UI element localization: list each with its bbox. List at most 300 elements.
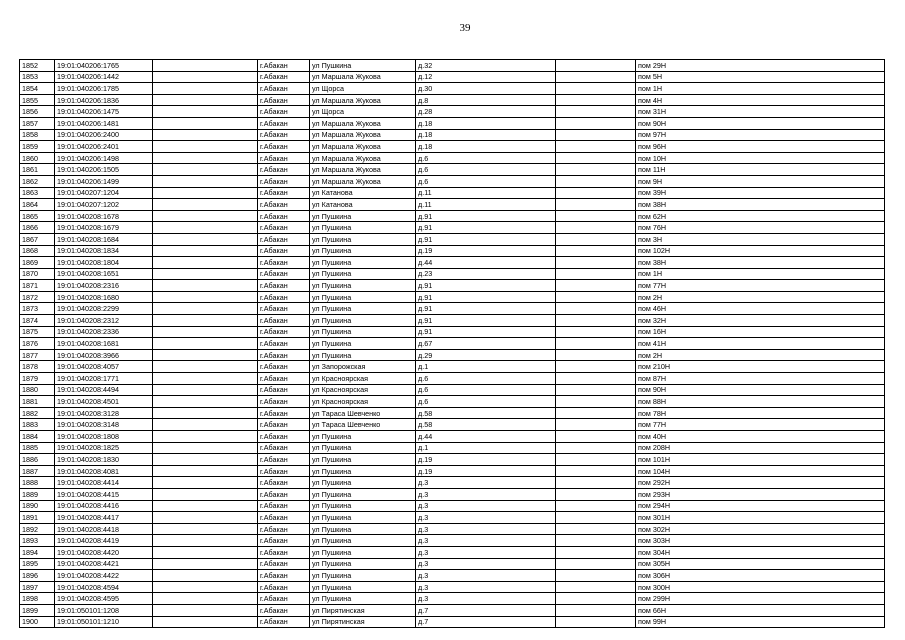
row-number-cell: 1894 bbox=[20, 546, 55, 558]
row-number-cell: 1866 bbox=[20, 222, 55, 234]
street-cell: ул Пушкина bbox=[310, 338, 416, 350]
table-row bbox=[20, 465, 885, 477]
house-cell: д.6 bbox=[416, 396, 556, 408]
premises-cell: пом 104Н bbox=[636, 465, 885, 477]
premises-cell: пом 304Н bbox=[636, 546, 885, 558]
premises-cell: пом 38Н bbox=[636, 257, 885, 269]
premises-cell: пом 305Н bbox=[636, 558, 885, 570]
premises-cell: пом 208Н bbox=[636, 442, 885, 454]
table-row bbox=[20, 71, 885, 83]
blank-cell bbox=[556, 349, 636, 361]
row-number-cell: 1886 bbox=[20, 454, 55, 466]
table-row bbox=[20, 442, 885, 454]
premises-cell: пом 292Н bbox=[636, 477, 885, 489]
row-number-cell: 1885 bbox=[20, 442, 55, 454]
blank-cell bbox=[153, 500, 258, 512]
blank-cell bbox=[153, 546, 258, 558]
premises-cell: пом 9Н bbox=[636, 175, 885, 187]
street-cell: ул Пушкина bbox=[310, 303, 416, 315]
street-cell: ул Пушкина bbox=[310, 442, 416, 454]
house-cell: д.3 bbox=[416, 523, 556, 535]
cadastral-number-cell: 19:01:040208:4422 bbox=[55, 570, 153, 582]
blank-cell bbox=[556, 199, 636, 211]
cadastral-number-cell: 19:01:040208:1808 bbox=[55, 431, 153, 443]
premises-cell: пом 16Н bbox=[636, 326, 885, 338]
house-cell: д.3 bbox=[416, 488, 556, 500]
city-cell: г.Абакан bbox=[258, 175, 310, 187]
row-number-cell: 1858 bbox=[20, 129, 55, 141]
premises-cell: пом 294Н bbox=[636, 500, 885, 512]
cadastral-number-cell: 19:01:040208:4595 bbox=[55, 593, 153, 605]
row-number-cell: 1856 bbox=[20, 106, 55, 118]
table-row bbox=[20, 361, 885, 373]
house-cell: д.3 bbox=[416, 581, 556, 593]
cadastral-number-cell: 19:01:040208:4494 bbox=[55, 384, 153, 396]
house-cell: д.30 bbox=[416, 83, 556, 95]
street-cell: ул Маршала Жукова bbox=[310, 129, 416, 141]
house-cell: д.28 bbox=[416, 106, 556, 118]
blank-cell bbox=[556, 210, 636, 222]
house-cell: д.6 bbox=[416, 384, 556, 396]
street-cell: ул Пушкина bbox=[310, 500, 416, 512]
blank-cell bbox=[153, 222, 258, 234]
blank-cell bbox=[153, 187, 258, 199]
street-cell: ул Пушкина bbox=[310, 465, 416, 477]
row-number-cell: 1880 bbox=[20, 384, 55, 396]
cadastral-number-cell: 19:01:040208:1681 bbox=[55, 338, 153, 350]
premises-cell: пом 40Н bbox=[636, 431, 885, 443]
table-row bbox=[20, 581, 885, 593]
blank-cell bbox=[556, 222, 636, 234]
premises-cell: пом 4Н bbox=[636, 94, 885, 106]
blank-cell bbox=[556, 396, 636, 408]
blank-cell bbox=[153, 373, 258, 385]
blank-cell bbox=[153, 71, 258, 83]
city-cell: г.Абакан bbox=[258, 268, 310, 280]
city-cell: г.Абакан bbox=[258, 106, 310, 118]
street-cell: ул Пушкина bbox=[310, 60, 416, 72]
city-cell: г.Абакан bbox=[258, 83, 310, 95]
blank-cell bbox=[153, 477, 258, 489]
table-row bbox=[20, 570, 885, 582]
cadastral-number-cell: 19:01:040208:3966 bbox=[55, 349, 153, 361]
cadastral-number-cell: 19:01:040208:4421 bbox=[55, 558, 153, 570]
street-cell: ул Катанова bbox=[310, 187, 416, 199]
street-cell: ул Пушкина bbox=[310, 210, 416, 222]
row-number-cell: 1874 bbox=[20, 315, 55, 327]
cadastral-number-cell: 19:01:040206:1499 bbox=[55, 175, 153, 187]
city-cell: г.Абакан bbox=[258, 349, 310, 361]
cadastral-number-cell: 19:01:040206:2401 bbox=[55, 141, 153, 153]
table-row bbox=[20, 338, 885, 350]
cadastral-number-cell: 19:01:050101:1208 bbox=[55, 604, 153, 616]
street-cell: ул Маршала Жукова bbox=[310, 152, 416, 164]
city-cell: г.Абакан bbox=[258, 454, 310, 466]
street-cell: ул Пушкина bbox=[310, 291, 416, 303]
premises-cell: пом 90Н bbox=[636, 117, 885, 129]
street-cell: ул Пушкина bbox=[310, 222, 416, 234]
street-cell: ул Маршала Жукова bbox=[310, 164, 416, 176]
cadastral-number-cell: 19:01:040206:1475 bbox=[55, 106, 153, 118]
table-row bbox=[20, 141, 885, 153]
city-cell: г.Абакан bbox=[258, 141, 310, 153]
cadastral-number-cell: 19:01:040208:4501 bbox=[55, 396, 153, 408]
house-cell: д.44 bbox=[416, 257, 556, 269]
blank-cell bbox=[556, 303, 636, 315]
row-number-cell: 1899 bbox=[20, 604, 55, 616]
row-number-cell: 1857 bbox=[20, 117, 55, 129]
blank-cell bbox=[556, 581, 636, 593]
street-cell: ул Запорожская bbox=[310, 361, 416, 373]
page-number: 39 bbox=[459, 22, 471, 34]
table-row bbox=[20, 210, 885, 222]
premises-cell: пом 2Н bbox=[636, 349, 885, 361]
blank-cell bbox=[556, 442, 636, 454]
blank-cell bbox=[556, 315, 636, 327]
blank-cell bbox=[153, 175, 258, 187]
house-cell: д.3 bbox=[416, 593, 556, 605]
blank-cell bbox=[556, 175, 636, 187]
table-row bbox=[20, 152, 885, 164]
table-row bbox=[20, 477, 885, 489]
cadastral-number-cell: 19:01:040208:1680 bbox=[55, 291, 153, 303]
premises-cell: пом 77Н bbox=[636, 419, 885, 431]
row-number-cell: 1855 bbox=[20, 94, 55, 106]
table-row bbox=[20, 83, 885, 95]
street-cell: ул Пушкина bbox=[310, 245, 416, 257]
house-cell: д.91 bbox=[416, 280, 556, 292]
city-cell: г.Абакан bbox=[258, 326, 310, 338]
blank-cell bbox=[556, 535, 636, 547]
cadastral-number-cell: 19:01:040208:1684 bbox=[55, 233, 153, 245]
house-cell: д.91 bbox=[416, 210, 556, 222]
blank-cell bbox=[556, 512, 636, 524]
row-number-cell: 1852 bbox=[20, 60, 55, 72]
blank-cell bbox=[153, 465, 258, 477]
premises-cell: пом 1Н bbox=[636, 268, 885, 280]
premises-cell: пом 2Н bbox=[636, 291, 885, 303]
blank-cell bbox=[556, 94, 636, 106]
cadastral-number-cell: 19:01:040206:1481 bbox=[55, 117, 153, 129]
table-body bbox=[20, 60, 885, 628]
table-row bbox=[20, 604, 885, 616]
cadastral-number-cell: 19:01:040208:4081 bbox=[55, 465, 153, 477]
city-cell: г.Абакан bbox=[258, 604, 310, 616]
house-cell: д.6 bbox=[416, 373, 556, 385]
house-cell: д.3 bbox=[416, 570, 556, 582]
house-cell: д.91 bbox=[416, 291, 556, 303]
blank-cell bbox=[556, 233, 636, 245]
table-row bbox=[20, 268, 885, 280]
blank-cell bbox=[556, 164, 636, 176]
street-cell: ул Пушкина bbox=[310, 233, 416, 245]
cadastral-number-cell: 19:01:050101:1210 bbox=[55, 616, 153, 628]
street-cell: ул Пушкина bbox=[310, 349, 416, 361]
city-cell: г.Абакан bbox=[258, 338, 310, 350]
street-cell: ул Тараса Шевченко bbox=[310, 407, 416, 419]
city-cell: г.Абакан bbox=[258, 373, 310, 385]
street-cell: ул Пушкина bbox=[310, 268, 416, 280]
city-cell: г.Абакан bbox=[258, 60, 310, 72]
blank-cell bbox=[556, 431, 636, 443]
cadastral-number-cell: 19:01:040208:4419 bbox=[55, 535, 153, 547]
blank-cell bbox=[153, 315, 258, 327]
city-cell: г.Абакан bbox=[258, 442, 310, 454]
city-cell: г.Абакан bbox=[258, 129, 310, 141]
row-number-cell: 1898 bbox=[20, 593, 55, 605]
blank-cell bbox=[153, 141, 258, 153]
table-row bbox=[20, 326, 885, 338]
city-cell: г.Абакан bbox=[258, 280, 310, 292]
table-row bbox=[20, 222, 885, 234]
house-cell: д.32 bbox=[416, 60, 556, 72]
house-cell: д.18 bbox=[416, 129, 556, 141]
table-row bbox=[20, 396, 885, 408]
premises-cell: пом 76Н bbox=[636, 222, 885, 234]
premises-cell: пом 101Н bbox=[636, 454, 885, 466]
blank-cell bbox=[556, 593, 636, 605]
row-number-cell: 1895 bbox=[20, 558, 55, 570]
city-cell: г.Абакан bbox=[258, 291, 310, 303]
table-row bbox=[20, 500, 885, 512]
cadastral-number-cell: 19:01:040208:1771 bbox=[55, 373, 153, 385]
blank-cell bbox=[153, 164, 258, 176]
table-row bbox=[20, 454, 885, 466]
premises-cell: пом 302Н bbox=[636, 523, 885, 535]
row-number-cell: 1854 bbox=[20, 83, 55, 95]
table-row bbox=[20, 431, 885, 443]
city-cell: г.Абакан bbox=[258, 396, 310, 408]
row-number-cell: 1862 bbox=[20, 175, 55, 187]
city-cell: г.Абакан bbox=[258, 199, 310, 211]
row-number-cell: 1864 bbox=[20, 199, 55, 211]
blank-cell bbox=[153, 581, 258, 593]
premises-cell: пом 210Н bbox=[636, 361, 885, 373]
blank-cell bbox=[556, 280, 636, 292]
row-number-cell: 1871 bbox=[20, 280, 55, 292]
table-row bbox=[20, 94, 885, 106]
row-number-cell: 1873 bbox=[20, 303, 55, 315]
street-cell: ул Маршала Жукова bbox=[310, 94, 416, 106]
row-number-cell: 1881 bbox=[20, 396, 55, 408]
premises-cell: пом 66Н bbox=[636, 604, 885, 616]
city-cell: г.Абакан bbox=[258, 315, 310, 327]
cadastral-number-cell: 19:01:040208:4418 bbox=[55, 523, 153, 535]
cadastral-number-cell: 19:01:040208:3148 bbox=[55, 419, 153, 431]
blank-cell bbox=[556, 152, 636, 164]
premises-cell: пом 96Н bbox=[636, 141, 885, 153]
street-cell: ул Пушкина bbox=[310, 593, 416, 605]
premises-cell: пом 88Н bbox=[636, 396, 885, 408]
blank-cell bbox=[153, 60, 258, 72]
blank-cell bbox=[556, 500, 636, 512]
row-number-cell: 1870 bbox=[20, 268, 55, 280]
blank-cell bbox=[556, 454, 636, 466]
blank-cell bbox=[556, 570, 636, 582]
cadastral-number-cell: 19:01:040208:2312 bbox=[55, 315, 153, 327]
blank-cell bbox=[153, 152, 258, 164]
street-cell: ул Пушкина bbox=[310, 257, 416, 269]
cadastral-number-cell: 19:01:040207:1204 bbox=[55, 187, 153, 199]
premises-cell: пом 32Н bbox=[636, 315, 885, 327]
table-row bbox=[20, 175, 885, 187]
city-cell: г.Абакан bbox=[258, 477, 310, 489]
blank-cell bbox=[556, 60, 636, 72]
row-number-cell: 1893 bbox=[20, 535, 55, 547]
blank-cell bbox=[153, 523, 258, 535]
blank-cell bbox=[556, 187, 636, 199]
street-cell: ул Красноярская bbox=[310, 396, 416, 408]
blank-cell bbox=[153, 303, 258, 315]
blank-cell bbox=[556, 117, 636, 129]
table-row bbox=[20, 199, 885, 211]
premises-cell: пом 11Н bbox=[636, 164, 885, 176]
blank-cell bbox=[153, 94, 258, 106]
row-number-cell: 1888 bbox=[20, 477, 55, 489]
house-cell: д.91 bbox=[416, 222, 556, 234]
row-number-cell: 1867 bbox=[20, 233, 55, 245]
house-cell: д.3 bbox=[416, 477, 556, 489]
city-cell: г.Абакан bbox=[258, 535, 310, 547]
premises-cell: пом 303Н bbox=[636, 535, 885, 547]
blank-cell bbox=[153, 593, 258, 605]
blank-cell bbox=[556, 523, 636, 535]
house-cell: д.23 bbox=[416, 268, 556, 280]
blank-cell bbox=[153, 604, 258, 616]
premises-cell: пом 87Н bbox=[636, 373, 885, 385]
row-number-cell: 1859 bbox=[20, 141, 55, 153]
house-cell: д.91 bbox=[416, 326, 556, 338]
cadastral-number-cell: 19:01:040208:2336 bbox=[55, 326, 153, 338]
blank-cell bbox=[556, 245, 636, 257]
cadastral-number-cell: 19:01:040208:4420 bbox=[55, 546, 153, 558]
city-cell: г.Абакан bbox=[258, 431, 310, 443]
cadastral-number-cell: 19:01:040206:1785 bbox=[55, 83, 153, 95]
blank-cell bbox=[556, 268, 636, 280]
blank-cell bbox=[556, 338, 636, 350]
street-cell: ул Пушкина bbox=[310, 535, 416, 547]
blank-cell bbox=[153, 83, 258, 95]
city-cell: г.Абакан bbox=[258, 500, 310, 512]
table-row bbox=[20, 349, 885, 361]
blank-cell bbox=[556, 83, 636, 95]
premises-cell: пом 97Н bbox=[636, 129, 885, 141]
blank-cell bbox=[556, 71, 636, 83]
house-cell: д.8 bbox=[416, 94, 556, 106]
cadastral-number-cell: 19:01:040208:1834 bbox=[55, 245, 153, 257]
city-cell: г.Абакан bbox=[258, 245, 310, 257]
table-row bbox=[20, 291, 885, 303]
city-cell: г.Абакан bbox=[258, 570, 310, 582]
blank-cell bbox=[556, 326, 636, 338]
row-number-cell: 1872 bbox=[20, 291, 55, 303]
blank-cell bbox=[556, 488, 636, 500]
house-cell: д.6 bbox=[416, 175, 556, 187]
house-cell: д.7 bbox=[416, 604, 556, 616]
street-cell: ул Пирятинская bbox=[310, 604, 416, 616]
street-cell: ул Пушкина bbox=[310, 570, 416, 582]
house-cell: д.6 bbox=[416, 152, 556, 164]
row-number-cell: 1876 bbox=[20, 338, 55, 350]
cadastral-number-cell: 19:01:040208:1651 bbox=[55, 268, 153, 280]
blank-cell bbox=[153, 280, 258, 292]
blank-cell bbox=[153, 558, 258, 570]
blank-cell bbox=[153, 106, 258, 118]
blank-cell bbox=[556, 419, 636, 431]
cadastral-number-cell: 19:01:040208:1804 bbox=[55, 257, 153, 269]
blank-cell bbox=[153, 512, 258, 524]
blank-cell bbox=[153, 129, 258, 141]
table-row bbox=[20, 233, 885, 245]
city-cell: г.Абакан bbox=[258, 210, 310, 222]
cadastral-number-cell: 19:01:040208:1825 bbox=[55, 442, 153, 454]
house-cell: д.19 bbox=[416, 245, 556, 257]
cadastral-number-cell: 19:01:040206:1836 bbox=[55, 94, 153, 106]
house-cell: д.1 bbox=[416, 361, 556, 373]
city-cell: г.Абакан bbox=[258, 512, 310, 524]
blank-cell bbox=[153, 384, 258, 396]
street-cell: ул Маршала Жукова bbox=[310, 71, 416, 83]
premises-cell: пом 293Н bbox=[636, 488, 885, 500]
house-cell: д.19 bbox=[416, 465, 556, 477]
blank-cell bbox=[556, 129, 636, 141]
premises-cell: пом 3Н bbox=[636, 233, 885, 245]
table-row bbox=[20, 512, 885, 524]
table-row bbox=[20, 384, 885, 396]
table-row bbox=[20, 419, 885, 431]
street-cell: ул Пушкина bbox=[310, 315, 416, 327]
street-cell: ул Пушкина bbox=[310, 326, 416, 338]
blank-cell bbox=[153, 396, 258, 408]
city-cell: г.Абакан bbox=[258, 581, 310, 593]
row-number-cell: 1860 bbox=[20, 152, 55, 164]
cadastral-number-cell: 19:01:040208:1830 bbox=[55, 454, 153, 466]
premises-cell: пом 77Н bbox=[636, 280, 885, 292]
cadastral-number-cell: 19:01:040208:2299 bbox=[55, 303, 153, 315]
street-cell: ул Пушкина bbox=[310, 512, 416, 524]
premises-cell: пом 301Н bbox=[636, 512, 885, 524]
city-cell: г.Абакан bbox=[258, 546, 310, 558]
cadastral-number-cell: 19:01:040206:1505 bbox=[55, 164, 153, 176]
street-cell: ул Пирятинская bbox=[310, 616, 416, 628]
city-cell: г.Абакан bbox=[258, 71, 310, 83]
blank-cell bbox=[153, 326, 258, 338]
row-number-cell: 1875 bbox=[20, 326, 55, 338]
blank-cell bbox=[556, 604, 636, 616]
street-cell: ул Катанова bbox=[310, 199, 416, 211]
street-cell: ул Красноярская bbox=[310, 384, 416, 396]
blank-cell bbox=[153, 291, 258, 303]
row-number-cell: 1896 bbox=[20, 570, 55, 582]
row-number-cell: 1897 bbox=[20, 581, 55, 593]
house-cell: д.3 bbox=[416, 535, 556, 547]
cadastral-number-cell: 19:01:040208:1678 bbox=[55, 210, 153, 222]
table-row bbox=[20, 616, 885, 628]
blank-cell bbox=[153, 407, 258, 419]
premises-cell: пом 46Н bbox=[636, 303, 885, 315]
premises-cell: пом 5Н bbox=[636, 71, 885, 83]
cadastral-number-cell: 19:01:040208:3128 bbox=[55, 407, 153, 419]
row-number-cell: 1887 bbox=[20, 465, 55, 477]
premises-cell: пом 31Н bbox=[636, 106, 885, 118]
table-row bbox=[20, 303, 885, 315]
cadastral-number-cell: 19:01:040208:4057 bbox=[55, 361, 153, 373]
city-cell: г.Абакан bbox=[258, 187, 310, 199]
row-number-cell: 1879 bbox=[20, 373, 55, 385]
blank-cell bbox=[153, 616, 258, 628]
row-number-cell: 1892 bbox=[20, 523, 55, 535]
premises-cell: пом 306Н bbox=[636, 570, 885, 582]
